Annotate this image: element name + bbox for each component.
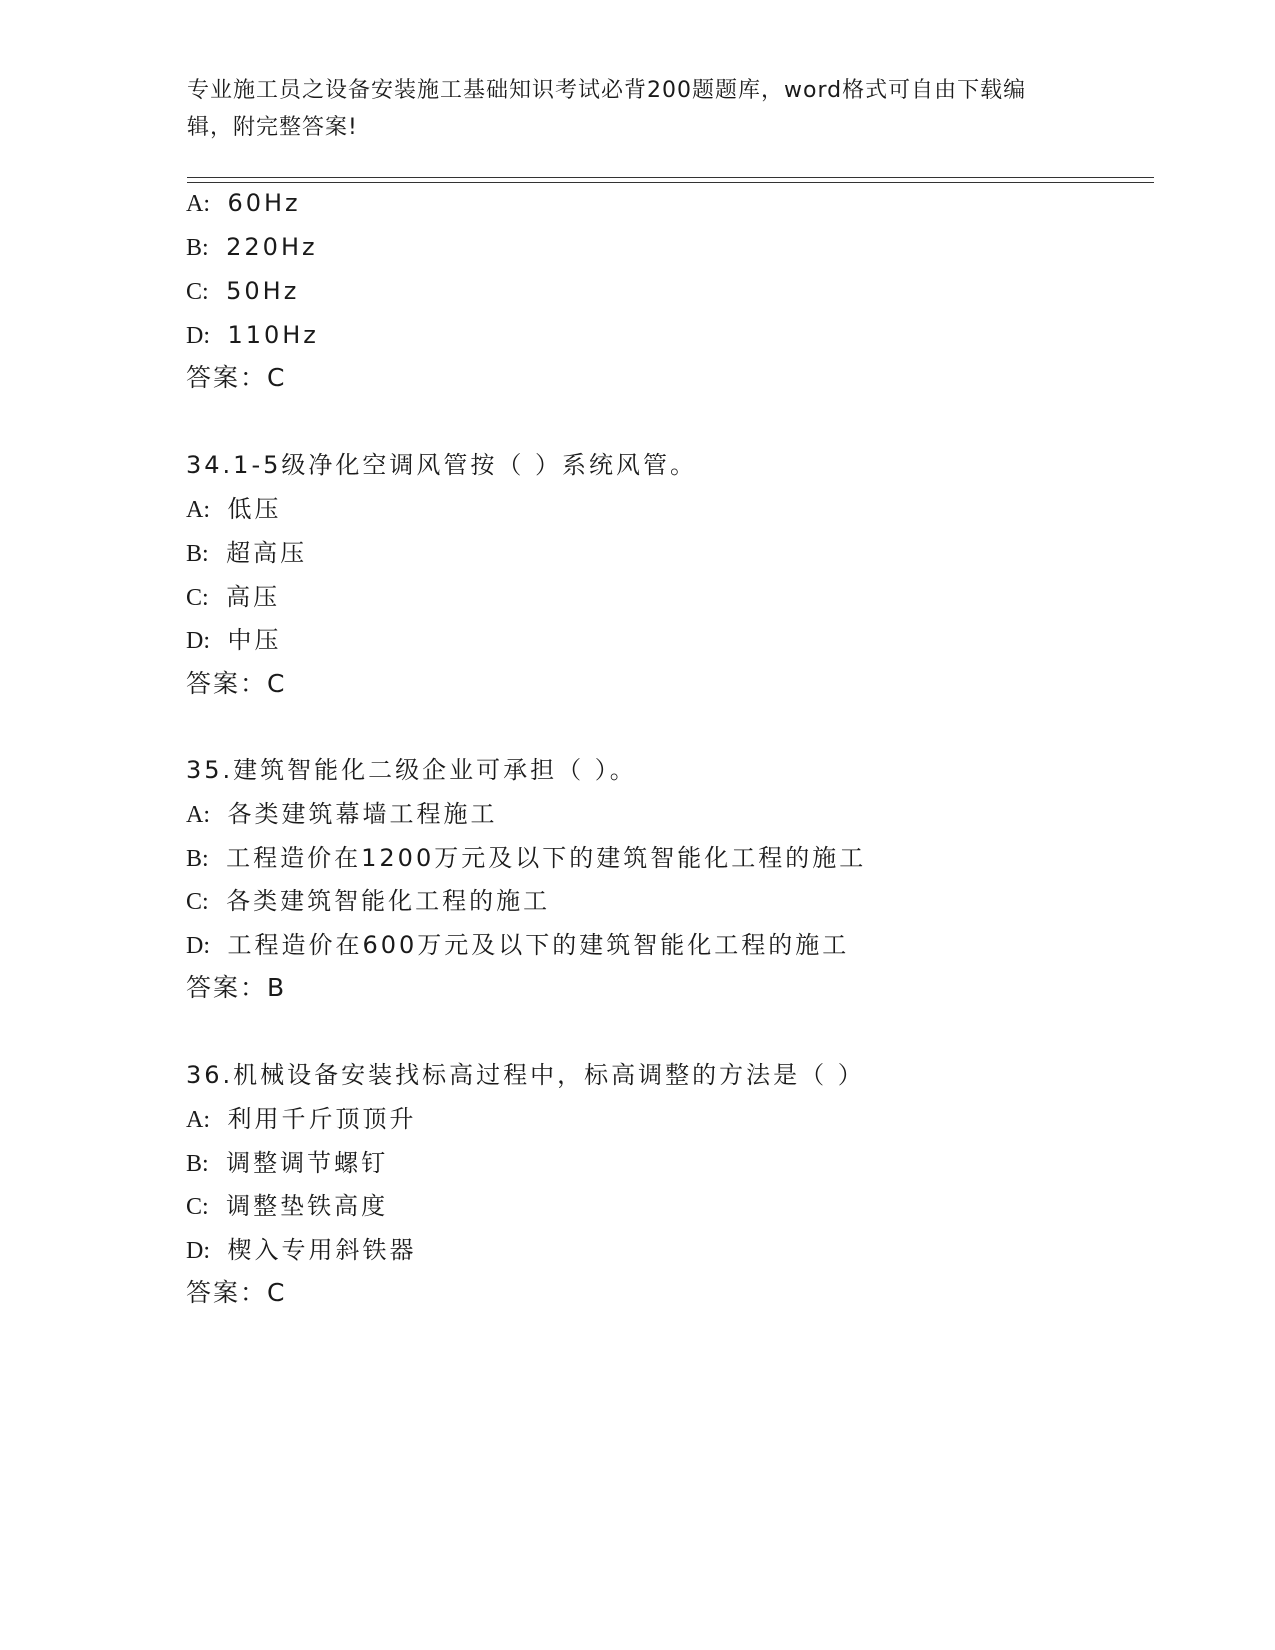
option-text: 楔入专用斜铁器 [227,1236,417,1264]
q35-answer: 答案：B [186,973,287,1002]
option-text: 低压 [227,495,282,523]
q35-option-b [186,843,866,874]
q33-answer: 答案：C [186,363,287,392]
q34-option-b [186,538,307,569]
q34-option-c [186,582,280,613]
option-text: 工程造价在1200万元及以下的建筑智能化工程的施工 [226,844,867,872]
option-label: A: [186,497,210,523]
q34-option-a [186,494,281,525]
q36-answer: 答案：C [186,1278,287,1307]
option-label: D: [186,933,210,959]
option-label: D: [186,323,210,349]
q33-option-d [186,320,319,351]
option-label: B: [186,846,209,872]
q35-stem [186,755,637,785]
option-text: 各类建筑智能化工程的施工 [226,887,551,915]
option-text: 中压 [227,626,282,654]
option-label: C: [186,279,209,305]
question-stem-text: 35.建筑智能化二级企业可承担（ ）。 [186,756,637,784]
question-stem-text: 34.1-5级净化空调风管按（ ）系统风管。 [186,451,697,479]
option-text: 各类建筑幕墙工程施工 [227,800,498,828]
option-label: C: [186,889,209,915]
option-label: C: [186,1194,209,1220]
q35-option-a [186,799,497,830]
question-stem-text: 36.机械设备安装找标高过程中，标高调整的方法是（ ） [186,1061,865,1089]
header-divider-top [187,177,1154,178]
option-label: A: [186,191,210,217]
q34-answer: 答案：C [186,669,287,698]
q36-option-a [186,1104,416,1135]
option-text: 220Hz [226,233,318,261]
q33-option-c [186,276,299,307]
q33-option-a [186,188,301,219]
option-label: D: [186,1238,210,1264]
option-text: 高压 [226,583,281,611]
q33-option-b [186,232,318,263]
option-label: B: [186,235,209,261]
option-label: C: [186,585,209,611]
option-text: 调整垫铁高度 [226,1192,389,1220]
header-divider-bottom [187,182,1154,183]
q34-stem [186,450,697,480]
option-text: 60Hz [227,189,301,217]
option-label: D: [186,628,210,654]
option-text: 50Hz [226,277,300,305]
option-text: 调整调节螺钉 [226,1149,389,1177]
q36-option-c [186,1191,388,1222]
q34-option-d [186,625,281,656]
q36-stem [186,1060,865,1090]
option-label: A: [186,1107,210,1133]
q36-option-d [186,1235,416,1266]
q36-option-b [186,1148,388,1179]
option-label: A: [186,802,210,828]
q35-option-c [186,886,550,917]
option-text: 超高压 [226,539,308,567]
q35-option-d [186,930,849,961]
option-text: 利用千斤顶顶升 [227,1105,417,1133]
option-label: B: [186,541,209,567]
option-text: 110Hz [227,321,319,349]
option-text: 工程造价在600万元及以下的建筑智能化工程的施工 [227,931,850,959]
document-header-title: 专业施工员之设备安装施工基础知识考试必背200题题库，word格式可自由下载编辑，附完整答案! [187,78,1027,140]
option-label: B: [186,1151,209,1177]
